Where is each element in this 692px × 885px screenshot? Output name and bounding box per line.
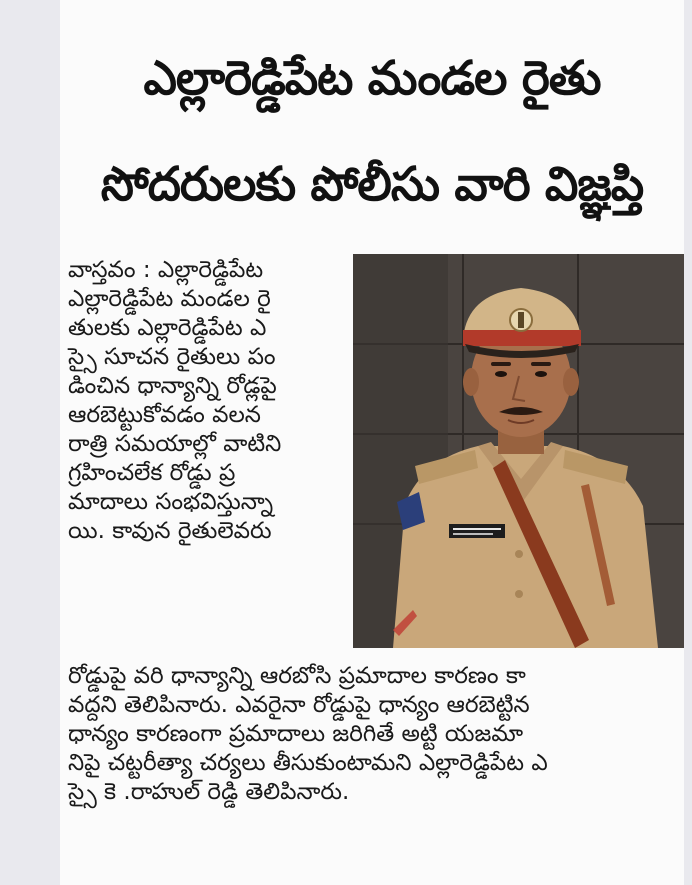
body-line: మాదాలు సంభవిస్తున్నా xyxy=(68,489,274,515)
body-line: రాత్రి సమయాల్లో వాటిని xyxy=(68,431,282,457)
body-line: డించిన ధాన్యాన్ని రోడ్లపై xyxy=(68,373,277,399)
body-line: రోడ్డుపై వరి ధాన్యాన్ని ఆరబోసి ప్రమాదాల కారణం కా xyxy=(68,663,526,689)
article-body-narrow xyxy=(68,256,281,546)
body-line: వద్దని తెలిపినారు. ఎవరైనా రోడ్డుపై ధాన్యం ఆరబెట్టిన xyxy=(68,692,530,718)
body-line: స్సై సూచన రైతులు పం xyxy=(68,344,276,370)
page-margin-right xyxy=(684,0,692,885)
body-line: ఎల్లారెడ్డిపేట మండల రై xyxy=(68,286,271,312)
cap-band xyxy=(463,330,581,346)
body-line: వాస్తవం : ఎల్లారెడ్డిపేట xyxy=(68,257,264,283)
body-line: తులకు ఎల్లారెడ్డిపేట ఎ xyxy=(68,315,267,341)
body-line: స్సై కె .రాహుల్ రెడ్డి తెలిపినారు. xyxy=(68,779,350,805)
headline-line-1: ఎల్లారెడ్డిపేట మండల రైతు xyxy=(143,51,601,106)
article-body-wide xyxy=(68,662,548,807)
body-line: నిపై చట్టరీత్యా చర్యలు తీసుకుంటామని ఎల్లారెడ్డిపేట ఎ xyxy=(68,750,548,776)
officer-photo xyxy=(353,254,684,648)
body-line: ఆరబెట్టుకోవడం వలన xyxy=(68,402,261,428)
name-plate xyxy=(449,524,505,538)
body-line: గ్రహించలేక రోడ్డు ప్ర xyxy=(68,460,236,486)
body-line: యి. కావున రైతులెవరు xyxy=(68,518,272,544)
page-margin-left xyxy=(0,0,60,885)
headline-line-2: సోదరులకు పోలీసు వారి విజ్ఞప్తి xyxy=(100,157,644,212)
body-line: ధాన్యం కారణంగా ప్రమాదాలు జరిగితే అట్టి యజమా xyxy=(68,721,524,747)
officer-portrait-illustration xyxy=(353,254,684,648)
